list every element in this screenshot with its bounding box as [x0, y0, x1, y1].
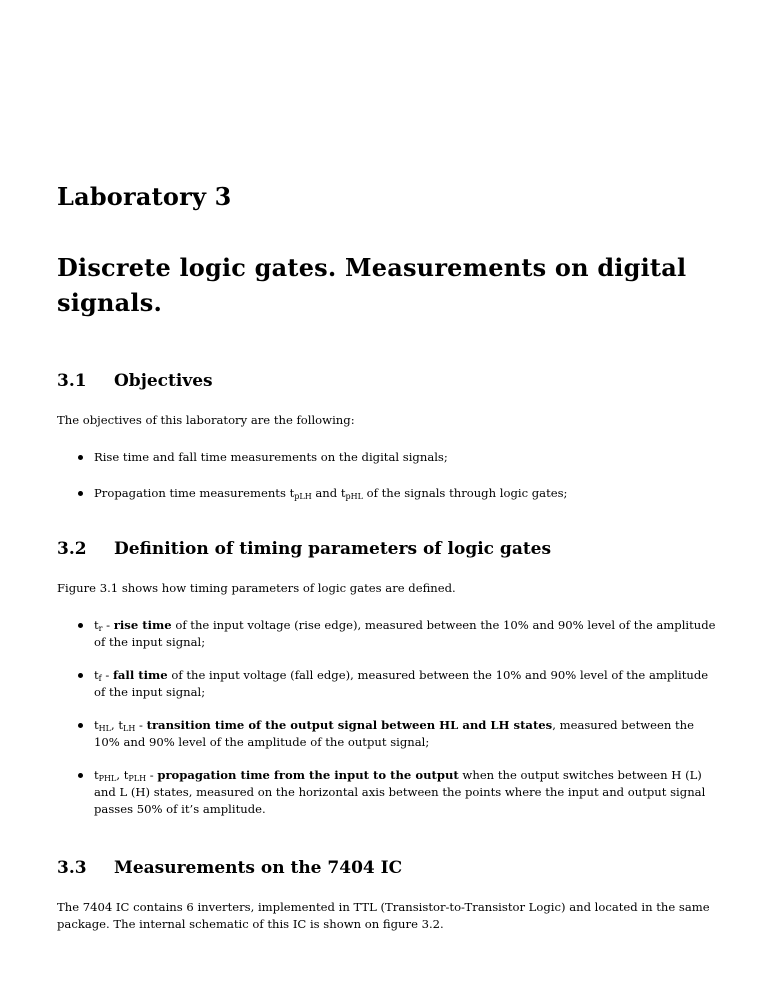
list-item — [57, 667, 717, 701]
list-item-text: Propagation time measurements t — [94, 486, 295, 500]
subscript: PLH — [128, 774, 147, 783]
term-bold: rise time — [113, 618, 172, 632]
subscript: LH — [123, 724, 136, 733]
list-item-text: , measured between the 10% and 90% level of the amplitude of the output signal; — [94, 718, 695, 749]
separator: - — [101, 668, 113, 682]
subscript: PHL — [98, 774, 117, 783]
separator: - — [135, 718, 147, 732]
section-title: Measurements on the 7404 IC — [114, 858, 403, 878]
list-item-text: and t — [311, 486, 346, 500]
bullet-icon — [78, 623, 83, 628]
section-number: 3.2 — [57, 539, 87, 559]
section-heading-timing-parameters — [57, 537, 551, 561]
paragraph-7404-intro: The 7404 IC contains 6 inverters, implemented in TTL (Transistor-to-Transistor Logic) and located in the same package. The internal schematic of this IC is shown on figure 3.2. — [57, 900, 710, 931]
subscript: pHL — [345, 492, 363, 501]
separator: , t — [110, 718, 123, 732]
separator: , t — [116, 768, 129, 782]
section-number: 3.1 — [57, 371, 87, 391]
bullet-icon — [78, 723, 83, 728]
section-number: 3.3 — [57, 858, 87, 878]
list-item-text: Rise time and fall time measurements on the digital signals; — [94, 450, 448, 464]
list-item — [57, 617, 717, 651]
symbol: t — [94, 668, 99, 682]
subscript: r — [98, 624, 103, 633]
subscript: HL — [98, 724, 111, 733]
bullet-icon — [78, 491, 83, 496]
subscript: f — [98, 674, 102, 683]
chapter-label: Laboratory 3 — [57, 182, 232, 211]
term-bold: transition time of the output signal between HL and LH states — [146, 718, 553, 732]
separator: - — [146, 768, 158, 782]
separator: - — [102, 618, 114, 632]
term-bold: propagation time from the input to the output — [157, 768, 459, 782]
symbol: t — [94, 718, 99, 732]
list-item — [57, 449, 717, 466]
paragraph-objectives-intro: The objectives of this laboratory are the following: — [57, 413, 355, 427]
bullet-icon — [78, 773, 83, 778]
bullet-icon — [78, 455, 83, 460]
objectives-list — [57, 449, 717, 502]
timing-parameters-list — [57, 617, 717, 818]
chapter-title: Discrete logic gates. Measurements on digital signals. — [57, 253, 687, 317]
list-item-text: of the input voltage (fall edge), measured between the 10% and 90% level of the amplitude of the input signal; — [94, 668, 709, 699]
list-item-text: of the input voltage (rise edge), measured between the 10% and 90% level of the amplitude of the input signal; — [94, 618, 716, 649]
list-item — [57, 717, 717, 751]
list-item-text: of the signals through logic gates; — [362, 486, 568, 500]
bullet-icon — [78, 673, 83, 678]
list-item — [57, 767, 717, 818]
section-heading-objectives — [57, 369, 213, 393]
section-title: Definition of timing parameters of logic gates — [114, 539, 552, 559]
symbol: t — [94, 618, 99, 632]
section-heading-7404-measurements — [57, 856, 402, 880]
symbol: t — [94, 768, 99, 782]
section-title: Objectives — [114, 371, 213, 391]
term-bold: fall time — [112, 668, 168, 682]
subscript: pLH — [294, 492, 312, 501]
paragraph-timing-intro: Figure 3.1 shows how timing parameters of logic gates are defined. — [57, 581, 456, 595]
list-item-text: when the output switches between H (L) and L (H) states, measured on the horizontal axis between the points where the input and output signal passes 50% of it’s amplitude. — [94, 768, 706, 816]
list-item — [57, 485, 717, 502]
